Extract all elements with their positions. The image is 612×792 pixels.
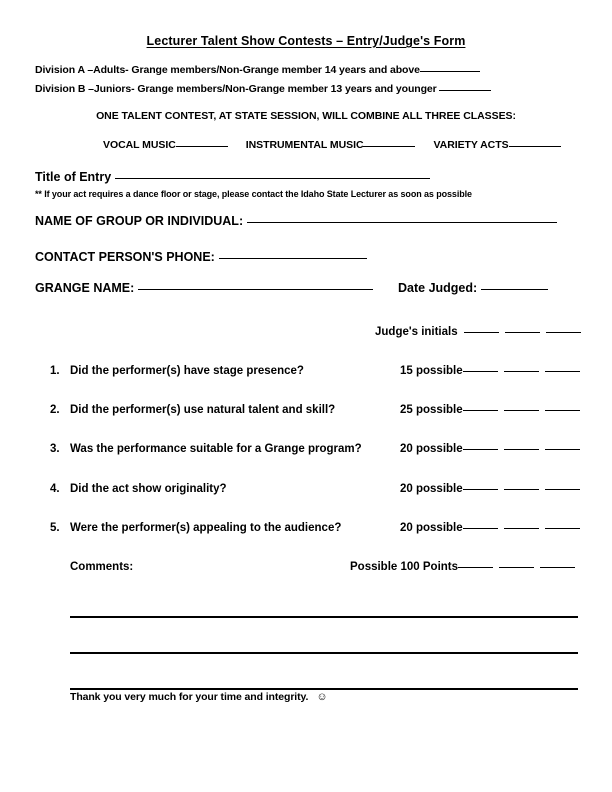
score-points-1: 15 possible (400, 365, 463, 377)
score-blank-3-3[interactable] (545, 449, 580, 450)
score-blank-1-3[interactable] (545, 371, 580, 372)
score-blank-3-1[interactable] (463, 449, 498, 450)
field-input-date-judged[interactable] (481, 289, 548, 290)
score-blank-4-3[interactable] (545, 489, 580, 490)
total-blank-1[interactable] (458, 567, 493, 568)
division-b-line (35, 83, 491, 95)
score-group-4 (400, 483, 580, 495)
comment-line-2[interactable] (70, 652, 578, 654)
score-points-5: 20 possible (400, 522, 463, 534)
question-row-3 (50, 443, 580, 461)
field-date-judged (398, 281, 548, 295)
judge-initials-blank-3[interactable] (546, 332, 581, 333)
question-number-2: 2. (50, 404, 60, 416)
score-blank-1-1[interactable] (463, 371, 498, 372)
score-blank-5-1[interactable] (463, 528, 498, 529)
score-group-5 (400, 522, 580, 534)
total-blank-2[interactable] (499, 567, 534, 568)
question-number-3: 3. (50, 443, 60, 455)
score-blank-5-2[interactable] (504, 528, 539, 529)
field-label-title-of-entry: Title of Entry (35, 170, 112, 184)
question-row-5 (50, 522, 580, 540)
field-grange-name (35, 281, 373, 295)
smiley-face-icon: ☺ (316, 691, 328, 703)
question-number-4: 4. (50, 483, 60, 495)
question-text-5: Were the performer(s) appealing to the audience? (70, 522, 342, 534)
score-blank-2-3[interactable] (545, 410, 580, 411)
division-a-blank[interactable] (420, 71, 480, 72)
page-title-text: Lecturer Talent Show Contests – Entry/Judge's Form (146, 34, 466, 48)
page-title (0, 34, 612, 48)
total-points-label: Possible 100 Points (350, 561, 459, 573)
comment-line-1[interactable] (70, 616, 578, 618)
score-blank-2-1[interactable] (463, 410, 498, 411)
closing-text: Thank you very much for your time and integrity. (70, 691, 309, 703)
category-blank-vocal-music[interactable] (176, 146, 228, 147)
field-label-contact-phone: CONTACT PERSON'S PHONE: (35, 250, 215, 264)
dance-floor-footnote: ** If your act requires a dance floor or stage, please contact the Idaho State Lecturer as soon as possible (35, 189, 472, 199)
category-blank-instrumental-music[interactable] (363, 146, 415, 147)
comments-row (70, 561, 580, 579)
score-group-1 (400, 365, 580, 377)
score-points-2: 25 possible (400, 404, 463, 416)
judge-initials-label: Judge's initials (375, 326, 458, 338)
judge-initials-row (375, 326, 581, 338)
question-row-4 (50, 483, 580, 501)
score-group-3 (400, 443, 580, 455)
closing-line (70, 691, 327, 703)
field-input-contact-phone[interactable] (219, 258, 367, 259)
field-input-name-of-group[interactable] (247, 222, 557, 223)
question-text-3: Was the performance suitable for a Grange program? (70, 443, 362, 455)
category-checkbox-row (103, 139, 561, 151)
judge-initials-blank-2[interactable] (505, 332, 540, 333)
total-points-group (350, 561, 575, 573)
score-group-2 (400, 404, 580, 416)
total-blank-3[interactable] (540, 567, 575, 568)
field-label-date-judged: Date Judged: (398, 281, 478, 295)
score-points-4: 20 possible (400, 483, 463, 495)
question-row-2 (50, 404, 580, 422)
category-label-instrumental-music: INSTRUMENTAL MUSIC (245, 139, 364, 151)
category-blank-variety-acts[interactable] (509, 146, 561, 147)
question-number-5: 5. (50, 522, 60, 534)
category-label-variety-acts: VARIETY ACTS (433, 139, 509, 151)
field-label-name-of-group: NAME OF GROUP OR INDIVIDUAL: (35, 214, 244, 228)
division-a-line (35, 64, 480, 76)
combine-classes-note: ONE TALENT CONTEST, AT STATE SESSION, WILL COMBINE ALL THREE CLASSES: (96, 110, 516, 122)
question-text-2: Did the performer(s) use natural talent and skill? (70, 404, 336, 416)
score-blank-1-2[interactable] (504, 371, 539, 372)
division-b-label: Division B –Juniors- Grange members/Non-Grange member 13 years and younger (35, 83, 437, 95)
question-text-4: Did the act show originality? (70, 483, 227, 495)
judge-initials-blank-1[interactable] (464, 332, 499, 333)
question-number-1: 1. (50, 365, 60, 377)
category-label-vocal-music: VOCAL MUSIC (103, 139, 176, 151)
question-text-1: Did the performer(s) have stage presence? (70, 365, 304, 377)
question-row-1 (50, 365, 580, 383)
score-blank-2-2[interactable] (504, 410, 539, 411)
field-name-of-group (35, 214, 557, 228)
field-contact-phone (35, 250, 367, 264)
comments-label: Comments: (70, 561, 134, 573)
division-a-label: Division A –Adults- Grange members/Non-Grange member 14 years and above (35, 64, 420, 76)
score-blank-3-2[interactable] (504, 449, 539, 450)
comment-line-3[interactable] (70, 688, 578, 690)
field-title-of-entry (35, 170, 430, 184)
field-label-grange-name: GRANGE NAME: (35, 281, 135, 295)
score-blank-4-2[interactable] (504, 489, 539, 490)
score-points-3: 20 possible (400, 443, 463, 455)
score-blank-5-3[interactable] (545, 528, 580, 529)
field-input-title-of-entry[interactable] (115, 178, 430, 179)
division-b-blank[interactable] (439, 90, 491, 91)
field-input-grange-name[interactable] (138, 289, 373, 290)
score-blank-4-1[interactable] (463, 489, 498, 490)
